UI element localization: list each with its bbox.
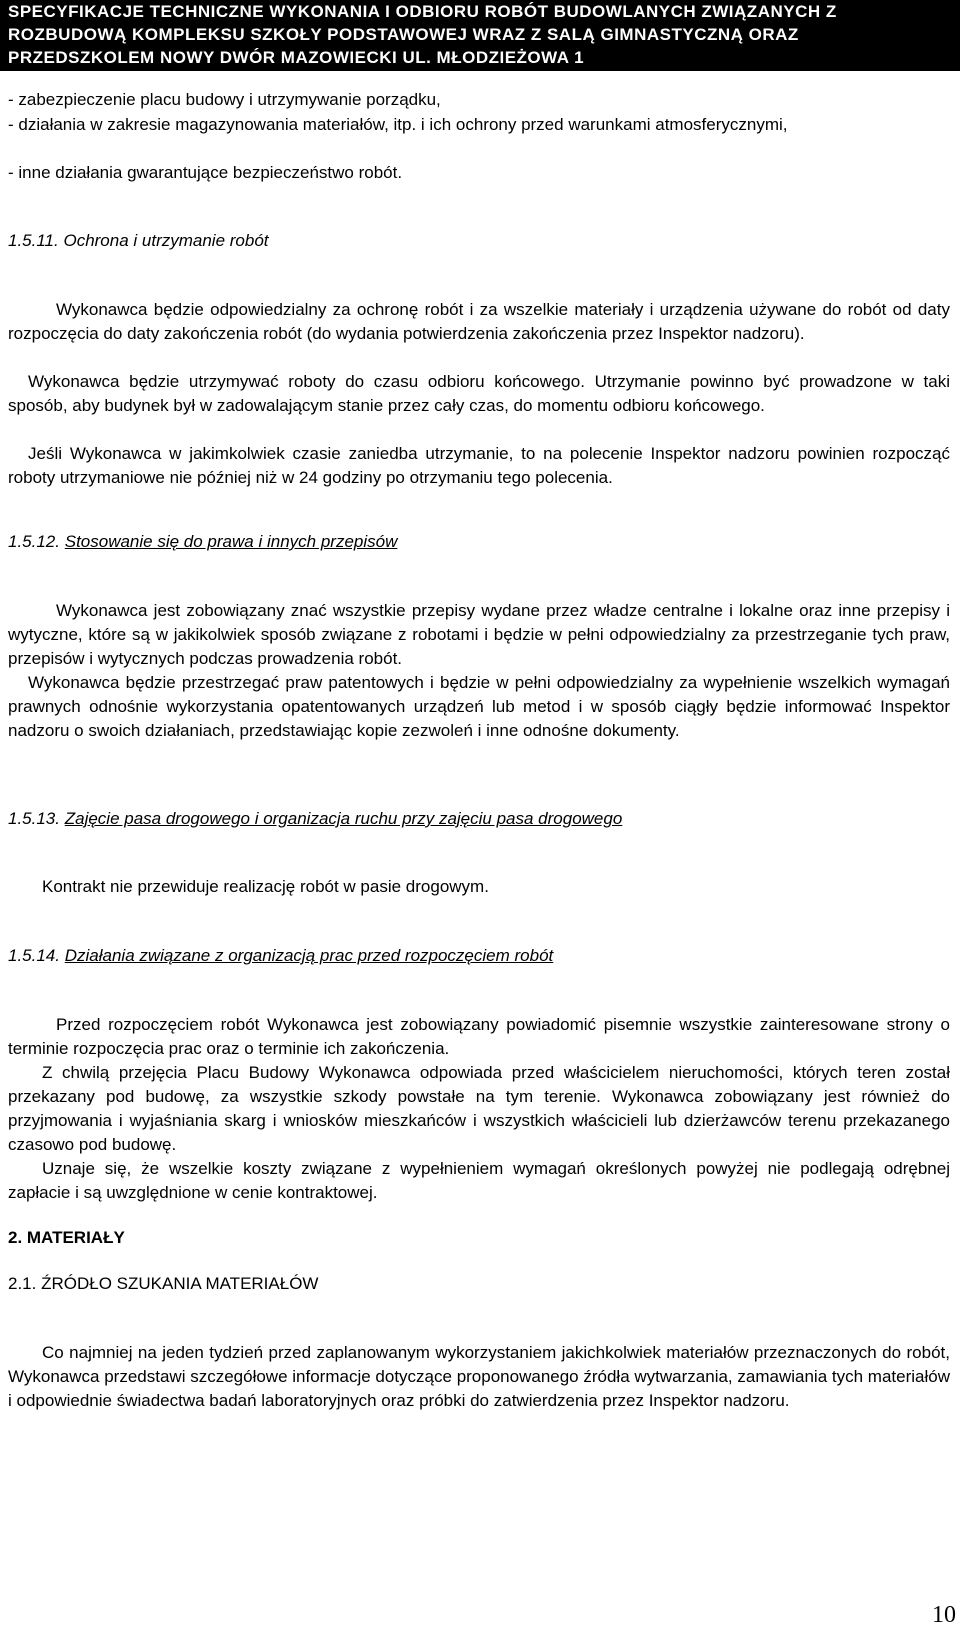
header-line-1: SPECYFIKACJE TECHNICZNE WYKONANIA I ODBIORU ROBÓT BUDOWLANYCH ZWIĄZANYCH Z xyxy=(8,2,837,21)
section-title: Działania związane z organizacją prac przed rozpoczęciem robót xyxy=(64,946,554,965)
section-number: 1.5.11. xyxy=(8,231,59,250)
paragraph: Uznaje się, że wszelkie koszty związane z wypełnieniem wymagań określonych powyżej nie podlegają odrębnej zapłacie i są uwzględnione w cenie kontraktowej. xyxy=(8,1159,950,1202)
list-item: - działania w zakresie magazynowania materiałów, itp. i ich ochrony przed warunkami atmosferycznymi, xyxy=(8,115,788,134)
section-heading xyxy=(8,944,553,968)
paragraph: Co najmniej na jeden tydzień przed zaplanowanym wykorzystaniem jakichkolwiek materiałów przeznaczonych do robót, Wykonawca przedstawi szczegółowe informacje dotyczące proponowanego źródła wytwarzania, zamawiania tych materiałów i odpowiednie świadectwa badań laboratoryjnych oraz próbki do zatwierdzenia przez Inspektor nadzoru. xyxy=(8,1343,950,1410)
paragraph: Wykonawca będzie utrzymywać roboty do czasu odbioru końcowego. Utrzymanie powinno być prowadzone w taki sposób, aby budynek był w zadowalającym stanie przez cały czas, do momentu odbioru końcowego. xyxy=(8,372,950,415)
section-title: Ochrona i utrzymanie robót xyxy=(63,231,269,250)
section-number: 1.5.13. xyxy=(8,809,60,828)
section-heading xyxy=(8,807,622,831)
document-header xyxy=(0,0,960,71)
section-title: Stosowanie się do prawa i innych przepisów xyxy=(64,532,398,551)
list-item: - zabezpieczenie placu budowy i utrzymywanie porządku, xyxy=(8,90,441,109)
chapter-title: 2. MATERIAŁY xyxy=(8,1228,125,1247)
section-heading xyxy=(8,229,269,253)
section-number: 1.5.12. xyxy=(8,532,60,551)
paragraph: Przed rozpoczęciem robót Wykonawca jest zobowiązany powiadomić pisemnie wszystkie zainteresowane strony o terminie rozpoczęcia prac oraz o terminie ich zakończenia. xyxy=(8,1015,950,1058)
subsection-title: 2.1. ŹRÓDŁO SZUKANIA MATERIAŁÓW xyxy=(8,1274,319,1293)
section-heading xyxy=(8,530,397,554)
paragraph: Kontrakt nie przewiduje realizację robót w pasie drogowym. xyxy=(42,877,489,896)
header-line-3: PRZEDSZKOLEM NOWY DWÓR MAZOWIECKI UL. MŁODZIEŻOWA 1 xyxy=(8,48,585,67)
paragraph: Wykonawca będzie przestrzegać praw patentowych i będzie w pełni odpowiedzialny za wypełnienie wszelkich wymagań prawnych odnośnie wykorzystania opatentowanych urządzeń lub metod i w sposób ciągły będzie informować Inspektor nadzoru o swoich działaniach, przedstawiając kopie zezwoleń i inne odnośne dokumenty. xyxy=(8,673,950,740)
paragraph: Jeśli Wykonawca w jakimkolwiek czasie zaniedba utrzymanie, to na polecenie Inspektor nadzoru powinien rozpocząć roboty utrzymaniowe nie później niż w 24 godziny po otrzymaniu tego polecenia. xyxy=(8,444,950,487)
paragraph: Z chwilą przejęcia Placu Budowy Wykonawca odpowiada przed właścicielem nieruchomości, których teren został przekazany pod budowę, za wszystkie szkody powstałe na tym terenie. Wykonawca zobowiązany jest również do przyjmowania i wyjaśniania skarg i wniosków mieszkańców i wszystkich właścicieli lub dzierżawców terenu przekazanego czasowo pod budowę. xyxy=(8,1063,950,1154)
section-number: 1.5.14. xyxy=(8,946,60,965)
section-title: Zajęcie pasa drogowego i organizacja ruchu przy zajęciu pasa drogowego xyxy=(64,809,623,828)
header-line-2: ROZBUDOWĄ KOMPLEKSU SZKOŁY PODSTAWOWEJ WRAZ Z SALĄ GIMNASTYCZNĄ ORAZ xyxy=(8,25,799,44)
list-item: - inne działania gwarantujące bezpieczeństwo robót. xyxy=(8,163,403,182)
paragraph: Wykonawca będzie odpowiedzialny za ochronę robót i za wszelkie materiały i urządzenia używane do robót od daty rozpoczęcia do daty zakończenia robót (do wydania potwierdzenia zakończenia przez Inspektor nadzoru). xyxy=(8,300,950,343)
page-number: 10 xyxy=(932,1602,956,1628)
paragraph: Wykonawca jest zobowiązany znać wszystkie przepisy wydane przez władze centralne i lokalne oraz inne przepisy i wytyczne, które są w jakikolwiek sposób związane z robotami i będzie w pełni odpowiedzialny za przestrzeganie tych praw, przepisów i wytycznych podczas prowadzenia robót. xyxy=(8,601,950,668)
